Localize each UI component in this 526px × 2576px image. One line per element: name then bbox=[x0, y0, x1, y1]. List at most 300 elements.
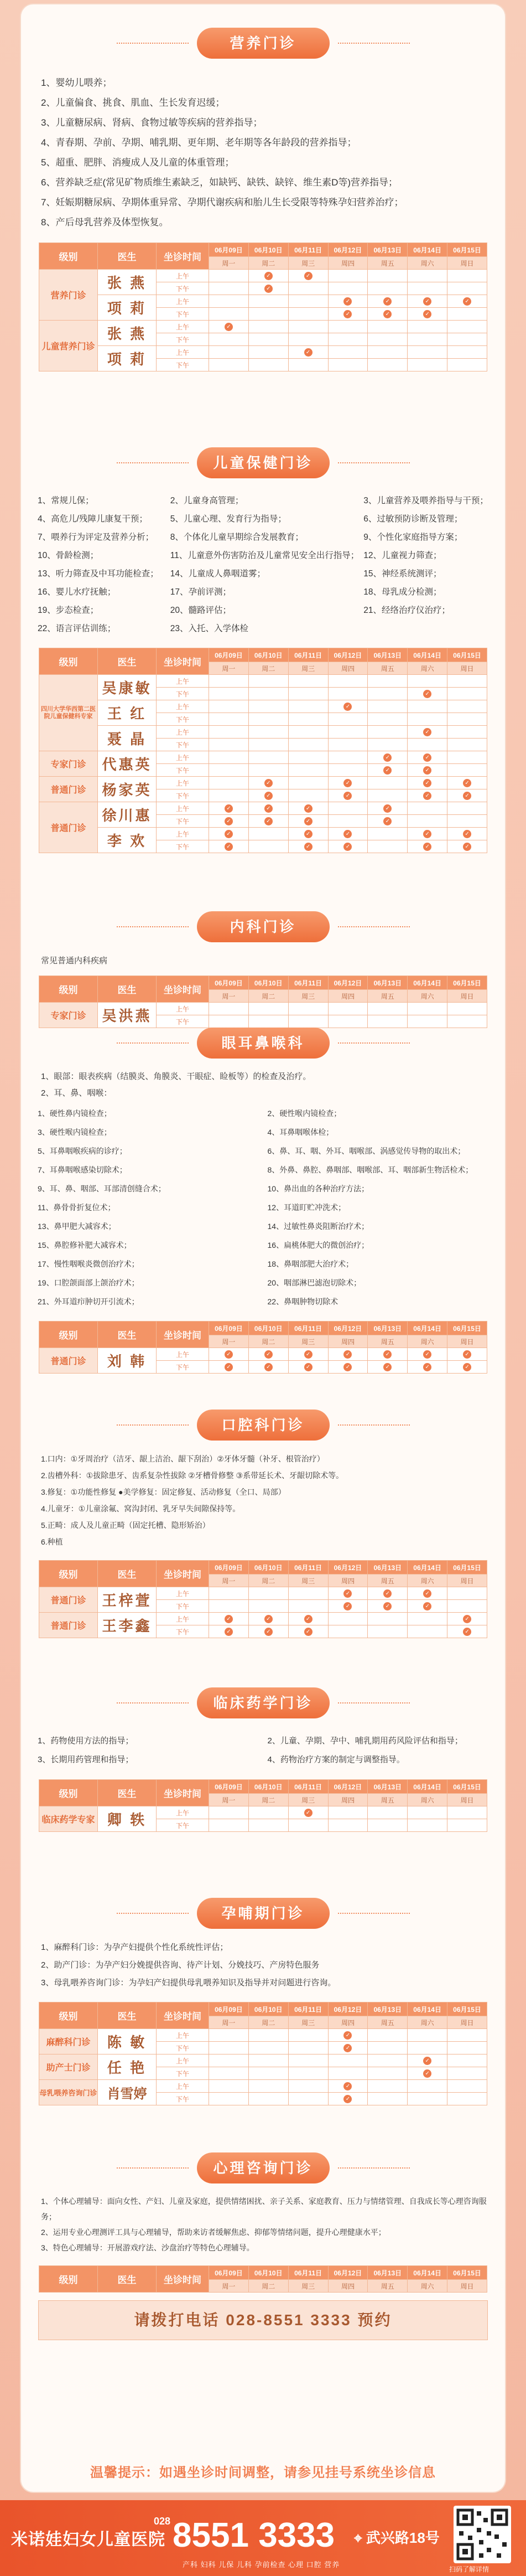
slot-dot: ✓ bbox=[383, 1602, 392, 1610]
slot-dot: ✓ bbox=[423, 1363, 431, 1371]
weekday-cell: 周五 bbox=[368, 990, 408, 1003]
col-doc: 医生 bbox=[98, 1780, 157, 1806]
time-am: 上午 bbox=[157, 675, 209, 688]
time-pm: 下午 bbox=[157, 2042, 209, 2054]
notice: 温馨提示：如遇坐诊时间调整，请参见挂号系统坐诊信息 bbox=[90, 2465, 436, 2480]
list-item: 3.修复：①功能性修复 ●美学修复：固定修复、活动修复（全口、局部） bbox=[41, 1488, 286, 1496]
dept-cell: 营养门诊 bbox=[39, 270, 98, 321]
date-cell: 06月11日 bbox=[288, 243, 328, 257]
time-pm: 下午 bbox=[157, 333, 209, 346]
slot-dot: ✓ bbox=[463, 779, 471, 787]
col-dept: 级别 bbox=[39, 976, 98, 1003]
weekday-cell: 周三 bbox=[288, 662, 328, 675]
weekday-cell: 周一 bbox=[209, 1794, 249, 1806]
weekday-cell: 周五 bbox=[368, 662, 408, 675]
child-section bbox=[21, 447, 505, 853]
dept-cell: 专家门诊 bbox=[39, 1003, 98, 1028]
list-item: 15、鼻腔修补肥大减容术； bbox=[38, 1241, 132, 1250]
weekday-cell: 周六 bbox=[408, 1794, 447, 1806]
time-am: 上午 bbox=[157, 2080, 209, 2093]
date-cell: 06月13日 bbox=[368, 2002, 408, 2016]
date-cell: 06月10日 bbox=[248, 1321, 288, 1335]
weekday-cell: 周二 bbox=[248, 990, 288, 1003]
dept-list: 产科 妇科 儿保 儿科 孕前检查 心理 口腔 营养 bbox=[183, 2560, 340, 2569]
list-item: 4、青春期、孕前、孕期、哺乳期、更年期、老年期等各年龄段的营养指导； bbox=[41, 137, 357, 148]
weekday-cell: 周日 bbox=[447, 2016, 487, 2029]
slot-dot: ✓ bbox=[304, 272, 313, 280]
list-item: 6.种植 bbox=[41, 1537, 63, 1546]
time-am: 上午 bbox=[157, 802, 209, 815]
list-item: 12、儿童视力筛查； bbox=[363, 551, 442, 560]
time-pm: 下午 bbox=[157, 840, 209, 853]
slot-dot: ✓ bbox=[343, 1602, 352, 1610]
list-item: 13、听力筛查及中耳功能检查； bbox=[38, 569, 159, 579]
col-dept: 级别 bbox=[39, 2266, 98, 2293]
list-item: 22、语言评估训练； bbox=[38, 624, 116, 633]
date-cell: 06月09日 bbox=[209, 1321, 249, 1335]
col-dept: 级别 bbox=[39, 1780, 98, 1806]
doctor-name: 张 燕 bbox=[98, 321, 157, 346]
slot-dot: ✓ bbox=[343, 2031, 352, 2040]
time-pm: 下午 bbox=[157, 308, 209, 321]
doctor-name: 刘 韩 bbox=[98, 1348, 157, 1374]
list-item: 2.齿槽外科：①拔除患牙、齿系复杂性拔除 ②牙槽骨修整 ③系带延长术、牙龈切除术等。 bbox=[41, 1471, 344, 1480]
slot-dot: ✓ bbox=[225, 1615, 233, 1623]
slot-dot: ✓ bbox=[383, 1363, 392, 1371]
weekday-cell: 周三 bbox=[288, 1794, 328, 1806]
date-cell: 06月13日 bbox=[368, 1780, 408, 1794]
doctor-name: 王 红 bbox=[98, 700, 157, 726]
time-am: 上午 bbox=[157, 346, 209, 359]
weekday-cell: 周六 bbox=[408, 2016, 447, 2029]
slot-dot: ✓ bbox=[264, 792, 273, 800]
time-am: 上午 bbox=[157, 700, 209, 713]
list-item: 7、耳鼻咽喉感染切除术； bbox=[38, 1165, 127, 1174]
slot-dot: ✓ bbox=[423, 830, 431, 838]
slot-dot: ✓ bbox=[304, 830, 313, 838]
time-pm: 下午 bbox=[157, 1600, 209, 1613]
date-cell: 06月10日 bbox=[248, 1561, 288, 1574]
weekday-cell: 周四 bbox=[328, 2016, 368, 2029]
list-item: 20、咽部淋巴滤泡切除术； bbox=[267, 1278, 362, 1287]
slot-dot: ✓ bbox=[264, 1363, 273, 1371]
date-cell: 06月15日 bbox=[447, 243, 487, 257]
slot-dot: ✓ bbox=[463, 1615, 471, 1623]
qr-label: 扫码了解详情 bbox=[449, 2565, 489, 2573]
time-am: 上午 bbox=[157, 828, 209, 840]
dept-cell: 普通门诊 bbox=[39, 1587, 98, 1613]
footer bbox=[0, 2500, 526, 2576]
col-time: 坐诊时间 bbox=[157, 2266, 209, 2293]
col-time: 坐诊时间 bbox=[157, 1321, 209, 1348]
list-item: 1、药物使用方法的指导； bbox=[38, 1736, 134, 1746]
slot-dot: ✓ bbox=[264, 779, 273, 787]
time-pm: 下午 bbox=[157, 815, 209, 828]
col-doc: 医生 bbox=[98, 976, 157, 1003]
hospital-logo: 米诺娃妇女儿童医院 bbox=[11, 2531, 165, 2549]
list-item: 12、耳道盯贮冲洗术； bbox=[267, 1203, 346, 1212]
date-cell: 06月14日 bbox=[408, 1780, 447, 1794]
section-title: 眼耳鼻喉科 bbox=[197, 1028, 330, 1059]
list-item: 1、硬性鼻内镜检查； bbox=[38, 1109, 112, 1118]
slot-dot: ✓ bbox=[264, 272, 273, 280]
date-cell: 06月12日 bbox=[328, 2266, 368, 2280]
weekday-cell: 周一 bbox=[209, 1335, 249, 1348]
date-cell: 06月15日 bbox=[447, 648, 487, 662]
date-cell: 06月09日 bbox=[209, 976, 249, 990]
slot-dot: ✓ bbox=[383, 1589, 392, 1598]
slot-dot: ✓ bbox=[423, 1589, 431, 1598]
location-pin-icon: ⌖ bbox=[354, 2529, 366, 2546]
col-doc: 医生 bbox=[98, 2266, 157, 2293]
schedule-table bbox=[39, 648, 487, 853]
date-cell: 06月10日 bbox=[248, 648, 288, 662]
schedule-table bbox=[39, 1560, 487, 1638]
doctor-name: 肖雪婷 bbox=[98, 2080, 157, 2105]
slot-dot: ✓ bbox=[463, 843, 471, 851]
col-time: 坐诊时间 bbox=[157, 243, 209, 270]
slot-dot: ✓ bbox=[383, 753, 392, 762]
weekday-cell: 周日 bbox=[447, 1335, 487, 1348]
weekday-cell: 周一 bbox=[209, 257, 249, 270]
list-item: 18、母乳成分检测； bbox=[363, 587, 442, 597]
psych-section bbox=[21, 2152, 505, 2340]
list-item: 3、特色心理辅导：开展游戏疗法、沙盘治疗等特色心理辅导。 bbox=[41, 2243, 254, 2252]
pregnancy-section bbox=[21, 1898, 505, 2105]
slot-dot: ✓ bbox=[343, 1363, 352, 1371]
weekday-cell: 周六 bbox=[408, 662, 447, 675]
dental-items bbox=[41, 1450, 487, 1550]
time-am: 上午 bbox=[157, 295, 209, 308]
doctor-name: 项 莉 bbox=[98, 346, 157, 371]
address-text: 武兴路18号 bbox=[366, 2529, 440, 2546]
section-title: 内科门诊 bbox=[197, 911, 330, 942]
weekday-cell: 周五 bbox=[368, 1335, 408, 1348]
dept-cell: 临床药学专家 bbox=[39, 1806, 98, 1832]
list-item: 21、外耳道疖肿切开引流术； bbox=[38, 1297, 139, 1306]
list-item: 3、硬性喉内镜检查； bbox=[38, 1128, 112, 1137]
list-item: 7、喂养行为评定及营养分析； bbox=[38, 533, 154, 542]
date-cell: 06月09日 bbox=[209, 243, 249, 257]
internal-note: 常见普通内科疾病 bbox=[41, 956, 108, 966]
doctor-name: 徐川惠 bbox=[98, 802, 157, 828]
list-item: 15、神经系统测评； bbox=[363, 569, 442, 579]
slot-dot: ✓ bbox=[264, 1628, 273, 1636]
col-dept: 级别 bbox=[39, 2002, 98, 2029]
weekday-cell: 周三 bbox=[288, 1574, 328, 1587]
list-item: 16、扁桃体肥大的微创治疗； bbox=[267, 1241, 369, 1250]
weekday-cell: 周日 bbox=[447, 257, 487, 270]
weekday-cell: 周日 bbox=[447, 990, 487, 1003]
doctor-name: 陈 敏 bbox=[98, 2029, 157, 2054]
slot-dot: ✓ bbox=[264, 817, 273, 825]
list-item: 3、儿童营养及喂养指导与干预； bbox=[363, 496, 488, 505]
slot-dot: ✓ bbox=[383, 766, 392, 775]
date-cell: 06月12日 bbox=[328, 1561, 368, 1574]
col-doc: 医生 bbox=[98, 1321, 157, 1348]
list-item: 21、经络治疗仪治疗； bbox=[363, 606, 451, 615]
doctor-name: 吴康敏 bbox=[98, 675, 157, 700]
content-card bbox=[21, 4, 505, 2492]
list-item: 6、鼻、耳、咽、外耳、咽喉部、涡感觉传导物的取出术； bbox=[267, 1147, 466, 1155]
slot-dot: ✓ bbox=[343, 779, 352, 787]
list-item: 4、高危儿/残障儿康复干预； bbox=[38, 514, 148, 524]
weekday-cell: 周四 bbox=[328, 662, 368, 675]
list-item: 19、步态检查； bbox=[38, 606, 99, 615]
date-cell: 06月10日 bbox=[248, 2266, 288, 2280]
section-title: 临床药学门诊 bbox=[197, 1687, 330, 1718]
date-cell: 06月12日 bbox=[328, 648, 368, 662]
date-cell: 06月11日 bbox=[288, 1780, 328, 1794]
weekday-cell: 周四 bbox=[328, 1335, 368, 1348]
date-cell: 06月14日 bbox=[408, 648, 447, 662]
slot-dot: ✓ bbox=[423, 728, 431, 736]
dept-cell: 四川大学华西第二医院儿童保健科专家 bbox=[39, 675, 98, 751]
slot-dot: ✓ bbox=[343, 310, 352, 318]
slot-dot: ✓ bbox=[423, 779, 431, 787]
date-cell: 06月11日 bbox=[288, 2266, 328, 2280]
slot-dot: ✓ bbox=[383, 817, 392, 825]
date-cell: 06月13日 bbox=[368, 2266, 408, 2280]
slot-dot: ✓ bbox=[225, 1363, 233, 1371]
section-title: 营养门诊 bbox=[197, 28, 330, 59]
weekday-cell: 周三 bbox=[288, 257, 328, 270]
internal-section bbox=[21, 911, 505, 1028]
pregnancy-items bbox=[41, 1939, 487, 1992]
doctor-name: 张 燕 bbox=[98, 270, 157, 295]
col-time: 坐诊时间 bbox=[157, 2002, 209, 2029]
weekday-cell: 周二 bbox=[248, 1794, 288, 1806]
slot-dot: ✓ bbox=[423, 1350, 431, 1359]
col-doc: 医生 bbox=[98, 243, 157, 270]
list-item: 14、儿童成人鼻咽道雾； bbox=[170, 569, 265, 579]
doctor-name: 代惠英 bbox=[98, 751, 157, 777]
list-item: 1、眼部：眼表疾病（结膜炎、角膜炎、干眼症、睑板等）的检查及治疗。 bbox=[41, 1072, 311, 1081]
slot-dot: ✓ bbox=[343, 792, 352, 800]
date-cell: 06月15日 bbox=[447, 2002, 487, 2016]
weekday-cell: 周四 bbox=[328, 257, 368, 270]
time-pm: 下午 bbox=[157, 713, 209, 726]
dept-cell: 助产士门诊 bbox=[39, 2054, 98, 2080]
list-item: 23、入托、入学体检 bbox=[170, 624, 248, 633]
doctor-name: 王李鑫 bbox=[98, 1613, 157, 1638]
weekday-cell: 周四 bbox=[328, 2280, 368, 2293]
slot-dot: ✓ bbox=[463, 1350, 471, 1359]
weekday-cell: 周六 bbox=[408, 990, 447, 1003]
weekday-cell: 周三 bbox=[288, 990, 328, 1003]
date-cell: 06月13日 bbox=[368, 1321, 408, 1335]
col-dept: 级别 bbox=[39, 243, 98, 270]
date-cell: 06月11日 bbox=[288, 976, 328, 990]
time-am: 上午 bbox=[157, 2054, 209, 2067]
list-item: 1、婴幼儿喂养； bbox=[41, 78, 112, 88]
weekday-cell: 周六 bbox=[408, 257, 447, 270]
weekday-cell: 周三 bbox=[288, 1335, 328, 1348]
date-cell: 06月14日 bbox=[408, 1561, 447, 1574]
time-am: 上午 bbox=[157, 751, 209, 764]
list-item: 17、孕前评测； bbox=[170, 587, 231, 597]
date-cell: 06月14日 bbox=[408, 976, 447, 990]
list-item: 11、儿童意外伤害防治及儿童常见安全出行指导； bbox=[170, 551, 360, 560]
col-dept: 级别 bbox=[39, 1321, 98, 1348]
address bbox=[354, 2527, 440, 2547]
weekday-cell: 周一 bbox=[209, 2280, 249, 2293]
list-item: 2、儿童偏食、挑食、肌血、生长发育迟缓； bbox=[41, 97, 225, 108]
list-item: 5、超重、肥胖、消瘦成人及儿童的体重管理； bbox=[41, 157, 235, 168]
weekday-cell: 周日 bbox=[447, 2280, 487, 2293]
child-items bbox=[38, 492, 492, 638]
slot-dot: ✓ bbox=[423, 843, 431, 851]
list-item: 8、个体化儿童早期综合发展教育； bbox=[170, 533, 304, 542]
slot-dot: ✓ bbox=[343, 830, 352, 838]
appointment-phone[interactable]: 请拨打电话 028-8551 3333 预约 bbox=[38, 2300, 488, 2340]
date-cell: 06月09日 bbox=[209, 648, 249, 662]
date-cell: 06月11日 bbox=[288, 2002, 328, 2016]
weekday-cell: 周二 bbox=[248, 257, 288, 270]
doctor-name: 卿 轶 bbox=[98, 1806, 157, 1832]
date-cell: 06月12日 bbox=[328, 976, 368, 990]
list-item: 11、鼻骨骨折复位术； bbox=[38, 1203, 116, 1212]
date-cell: 06月14日 bbox=[408, 243, 447, 257]
slot-dot: ✓ bbox=[225, 1628, 233, 1636]
date-cell: 06月14日 bbox=[408, 2266, 447, 2280]
date-cell: 06月10日 bbox=[248, 243, 288, 257]
date-cell: 06月15日 bbox=[447, 2266, 487, 2280]
time-pm: 下午 bbox=[157, 789, 209, 802]
time-pm: 下午 bbox=[157, 1361, 209, 1374]
col-time: 坐诊时间 bbox=[157, 976, 209, 1003]
weekday-cell: 周一 bbox=[209, 662, 249, 675]
list-item: 4.儿童牙：①儿童涂氟、窝沟封闭、乳牙早失间隙保持等。 bbox=[41, 1504, 241, 1513]
phone-number[interactable] bbox=[154, 2516, 335, 2555]
section-title: 心理咨询门诊 bbox=[197, 2152, 330, 2183]
weekday-cell: 周四 bbox=[328, 990, 368, 1003]
col-time: 坐诊时间 bbox=[157, 1561, 209, 1587]
date-cell: 06月15日 bbox=[447, 976, 487, 990]
list-item: 10、鼻出血的各种治疗方法； bbox=[267, 1184, 369, 1193]
weekday-cell: 周六 bbox=[408, 2280, 447, 2293]
list-item: 19、口腔颌面部上颌治疗术； bbox=[38, 1278, 139, 1287]
col-doc: 医生 bbox=[98, 648, 157, 675]
slot-dot: ✓ bbox=[304, 1615, 313, 1623]
list-item: 6、营养缺乏症(常见矿物质维生素缺乏，如缺钙、缺铁、缺锌、维生素D等)营养指导； bbox=[41, 177, 398, 188]
date-cell: 06月14日 bbox=[408, 1321, 447, 1335]
dept-cell: 儿童营养门诊 bbox=[39, 321, 98, 371]
date-cell: 06月11日 bbox=[288, 1561, 328, 1574]
weekday-cell: 周一 bbox=[209, 1574, 249, 1587]
time-pm: 下午 bbox=[157, 282, 209, 295]
time-am: 上午 bbox=[157, 1587, 209, 1600]
list-item: 18、鼻咽部肥大治疗术； bbox=[267, 1259, 354, 1268]
slot-dot: ✓ bbox=[264, 1350, 273, 1359]
slot-dot: ✓ bbox=[423, 1602, 431, 1610]
pharm-section bbox=[21, 1687, 505, 1832]
schedule-table bbox=[39, 1779, 487, 1832]
weekday-cell: 周五 bbox=[368, 1794, 408, 1806]
list-item: 14、过敏性鼻炎阻断治疗术； bbox=[267, 1222, 369, 1231]
date-cell: 06月09日 bbox=[209, 1780, 249, 1794]
time-pm: 下午 bbox=[157, 2067, 209, 2080]
weekday-cell: 周六 bbox=[408, 1574, 447, 1587]
slot-dot: ✓ bbox=[423, 792, 431, 800]
time-pm: 下午 bbox=[157, 739, 209, 751]
col-time: 坐诊时间 bbox=[157, 648, 209, 675]
doctor-name: 王梓萱 bbox=[98, 1587, 157, 1613]
time-am: 上午 bbox=[157, 2029, 209, 2042]
col-doc: 医生 bbox=[98, 1561, 157, 1587]
qr-code-icon[interactable] bbox=[454, 2506, 511, 2563]
time-am: 上午 bbox=[157, 777, 209, 789]
date-cell: 06月13日 bbox=[368, 648, 408, 662]
slot-dot: ✓ bbox=[343, 297, 352, 306]
date-cell: 06月12日 bbox=[328, 243, 368, 257]
psych-items bbox=[41, 2193, 487, 2255]
date-cell: 06月09日 bbox=[209, 2002, 249, 2016]
slot-dot: ✓ bbox=[304, 1363, 313, 1371]
col-time: 坐诊时间 bbox=[157, 1780, 209, 1806]
list-item: 20、髓路评估； bbox=[170, 606, 231, 615]
list-item: 8、外鼻、鼻腔、鼻咽部、咽喉部、耳、咽部新生物活检术； bbox=[267, 1165, 473, 1174]
slot-dot: ✓ bbox=[463, 792, 471, 800]
slot-dot: ✓ bbox=[264, 1615, 273, 1623]
doctor-name: 吴洪燕 bbox=[98, 1003, 157, 1028]
dept-cell: 普通门诊 bbox=[39, 802, 98, 853]
col-doc: 医生 bbox=[98, 2002, 157, 2029]
date-cell: 06月13日 bbox=[368, 243, 408, 257]
list-item: 5、耳鼻咽喉疾病的诊疗； bbox=[38, 1147, 127, 1155]
slot-dot: ✓ bbox=[383, 1350, 392, 1359]
weekday-cell: 周五 bbox=[368, 2280, 408, 2293]
doctor-name: 聂 晶 bbox=[98, 726, 157, 751]
slot-dot: ✓ bbox=[304, 1628, 313, 1636]
section-title: 儿童保健门诊 bbox=[197, 447, 330, 478]
date-cell: 06月09日 bbox=[209, 2266, 249, 2280]
slot-dot: ✓ bbox=[343, 703, 352, 711]
slot-dot: ✓ bbox=[304, 1809, 313, 1817]
weekday-cell: 周五 bbox=[368, 1574, 408, 1587]
slot-dot: ✓ bbox=[343, 2044, 352, 2052]
list-item: 1、常规儿保； bbox=[38, 496, 94, 505]
slot-dot: ✓ bbox=[463, 830, 471, 838]
dept-cell: 普通门诊 bbox=[39, 1613, 98, 1638]
ent-intro bbox=[41, 1068, 487, 1102]
weekday-cell: 周二 bbox=[248, 662, 288, 675]
list-item: 2、助产门诊：为孕产妇分娩提供咨询、待产计划、分娩技巧、产房特色服务 bbox=[41, 1960, 320, 1970]
col-dept: 级别 bbox=[39, 1561, 98, 1587]
weekday-cell: 周一 bbox=[209, 990, 249, 1003]
slot-dot: ✓ bbox=[423, 690, 431, 698]
weekday-cell: 周二 bbox=[248, 1574, 288, 1587]
time-am: 上午 bbox=[157, 1003, 209, 1015]
weekday-cell: 周四 bbox=[328, 1794, 368, 1806]
slot-dot: ✓ bbox=[225, 804, 233, 813]
list-item: 5、儿童心理、发育行为指导； bbox=[170, 514, 287, 524]
section-title: 口腔科门诊 bbox=[197, 1410, 330, 1441]
list-item: 3、儿童糖尿病、肾病、食物过敏等疾病的营养指导； bbox=[41, 117, 263, 128]
list-item: 9、个性化家庭指导方案； bbox=[363, 533, 463, 542]
date-cell: 06月09日 bbox=[209, 1561, 249, 1574]
dept-cell: 普通门诊 bbox=[39, 777, 98, 802]
list-item: 7、妊娠期糖尿病、孕期体重异常、孕期代谢疾病和胎儿生长受限等特殊孕妇营养治疗； bbox=[41, 197, 404, 208]
date-cell: 06月14日 bbox=[408, 2002, 447, 2016]
phone-prefix: 028 bbox=[154, 2516, 171, 2527]
doctor-name: 杨家英 bbox=[98, 777, 157, 802]
date-cell: 06月15日 bbox=[447, 1321, 487, 1335]
schedule-table bbox=[39, 242, 487, 371]
nutrition-section bbox=[21, 28, 505, 371]
slot-dot: ✓ bbox=[423, 310, 431, 318]
time-pm: 下午 bbox=[157, 1015, 209, 1028]
